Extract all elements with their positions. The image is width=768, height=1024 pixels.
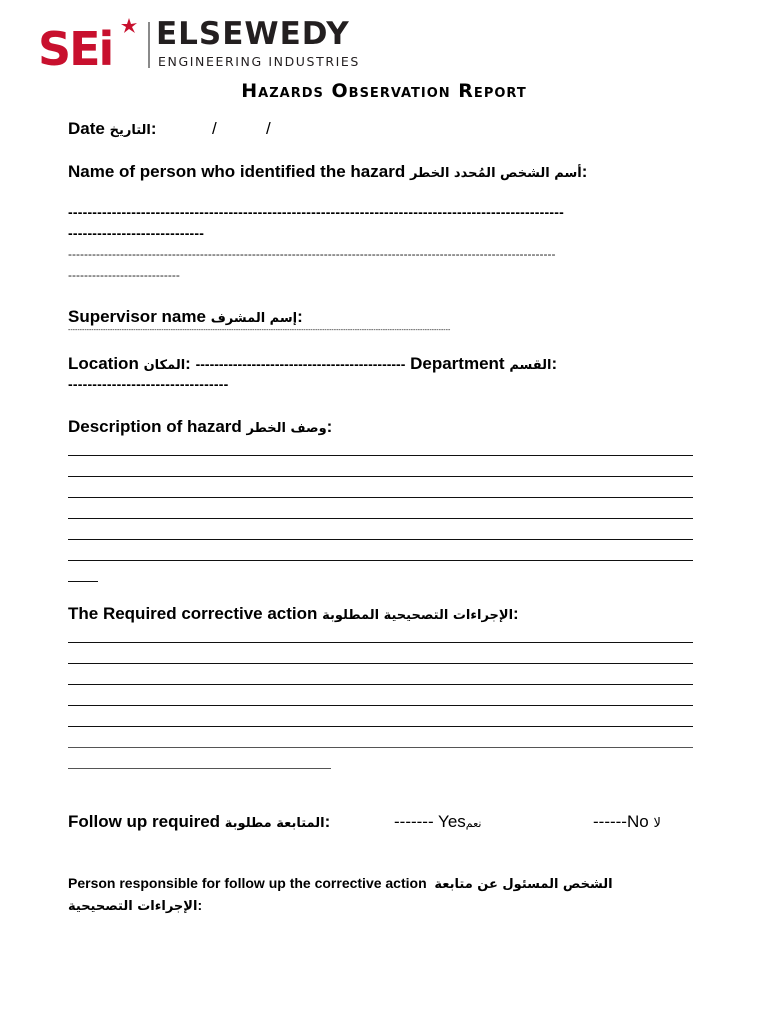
responsible-label-row xyxy=(68,873,668,917)
yes-label: Yes xyxy=(438,812,466,831)
date-colon: : xyxy=(150,119,157,138)
followup-label-row xyxy=(68,812,330,832)
identifier-colon: : xyxy=(581,162,588,181)
no-label-ar: لا xyxy=(653,816,661,831)
corrective-line[interactable] xyxy=(68,705,693,706)
responsible-colon: : xyxy=(197,897,203,913)
department-fill-line[interactable]: --------------------------------- xyxy=(68,376,229,392)
identifier-label: Name of person who identified the hazard xyxy=(68,162,406,181)
corrective-colon: : xyxy=(513,604,519,623)
followup-label-ar: المتابعة مطلوبة xyxy=(224,816,325,831)
company-name: ELSEWEDY xyxy=(156,16,350,52)
description-label-row xyxy=(68,417,332,437)
date-label-ar: التاريخ xyxy=(109,123,151,138)
report-title: Hazards Observation Report xyxy=(241,80,527,102)
description-line[interactable] xyxy=(68,455,693,456)
description-line-tail[interactable] xyxy=(68,581,98,582)
description-line[interactable] xyxy=(68,560,693,561)
date-label-row xyxy=(68,119,157,139)
followup-colon: : xyxy=(324,812,331,831)
date-label: Date xyxy=(68,119,105,138)
followup-no-option[interactable] xyxy=(593,812,661,832)
corrective-line[interactable] xyxy=(68,684,693,685)
identifier-label-ar: أسم الشخص المُحدد الخطر xyxy=(409,166,582,181)
corrective-line[interactable] xyxy=(68,663,693,664)
supervisor-colon: : xyxy=(297,307,303,326)
responsible-label: Person responsible for follow up the corrective action xyxy=(68,875,427,891)
no-label: No xyxy=(626,812,649,831)
identifier-fill-line-3[interactable]: -------------------------------------------------------------------------------------------------------------------------- xyxy=(68,247,556,261)
identifier-fill-line-1[interactable]: ------------------------------------------------------------------------------------------------------ xyxy=(68,204,564,220)
company-subtitle: ENGINEERING INDUSTRIES xyxy=(158,54,360,69)
supervisor-label: Supervisor name xyxy=(68,307,206,326)
sei-logo-text: SEi xyxy=(38,22,113,72)
identifier-fill-line-2[interactable]: ---------------------------- xyxy=(68,225,205,241)
no-dashes: ------ xyxy=(593,812,627,831)
corrective-line[interactable] xyxy=(68,747,693,748)
description-line[interactable] xyxy=(68,476,693,477)
yes-dashes: ------- xyxy=(394,812,439,831)
department-colon: : xyxy=(551,354,558,373)
corrective-line[interactable] xyxy=(68,642,693,643)
identifier-label-row xyxy=(68,162,587,182)
logo-divider xyxy=(148,22,150,68)
supervisor-fill-line[interactable]: -------------------------------------------------------------------------------------------------------------------------------------------------------------------- xyxy=(68,327,451,334)
spark-icon xyxy=(121,18,137,33)
responsible-label-ar: الشخص المسئول عن متابعة الإجراءات التصحيحية xyxy=(68,877,613,914)
description-line[interactable] xyxy=(68,497,693,498)
corrective-label-ar: الإجراءات التصحيحية المطلوبة xyxy=(322,608,514,623)
description-label: Description of hazard xyxy=(68,417,242,436)
department-label-ar: القسم xyxy=(509,358,552,373)
description-colon: : xyxy=(326,417,333,436)
sei-logo xyxy=(38,16,148,72)
date-separator-2: / xyxy=(266,119,271,138)
description-label-ar: وصف الخطر xyxy=(246,421,327,436)
department-label: Department xyxy=(410,354,505,373)
corrective-line[interactable] xyxy=(68,726,693,727)
followup-yes-option[interactable] xyxy=(394,812,481,832)
description-line[interactable] xyxy=(68,518,693,519)
followup-label: Follow up required xyxy=(68,812,221,831)
identifier-fill-line-4[interactable]: ---------------------------- xyxy=(68,268,180,282)
location-department-row xyxy=(68,354,557,374)
location-colon: : xyxy=(185,354,191,373)
corrective-label: The Required corrective action xyxy=(68,604,318,623)
corrective-label-row xyxy=(68,604,519,624)
location-fill-line[interactable]: --------------------------------------------- xyxy=(195,356,406,372)
yes-label-ar: نعم xyxy=(465,817,482,830)
supervisor-label-row xyxy=(68,307,303,327)
corrective-line-tail[interactable] xyxy=(68,768,331,769)
location-label: Location xyxy=(68,354,139,373)
supervisor-label-ar: إسم المشرف xyxy=(210,311,298,326)
location-label-ar: المكان xyxy=(143,358,186,373)
date-separator-1: / xyxy=(212,119,217,138)
description-line[interactable] xyxy=(68,539,693,540)
